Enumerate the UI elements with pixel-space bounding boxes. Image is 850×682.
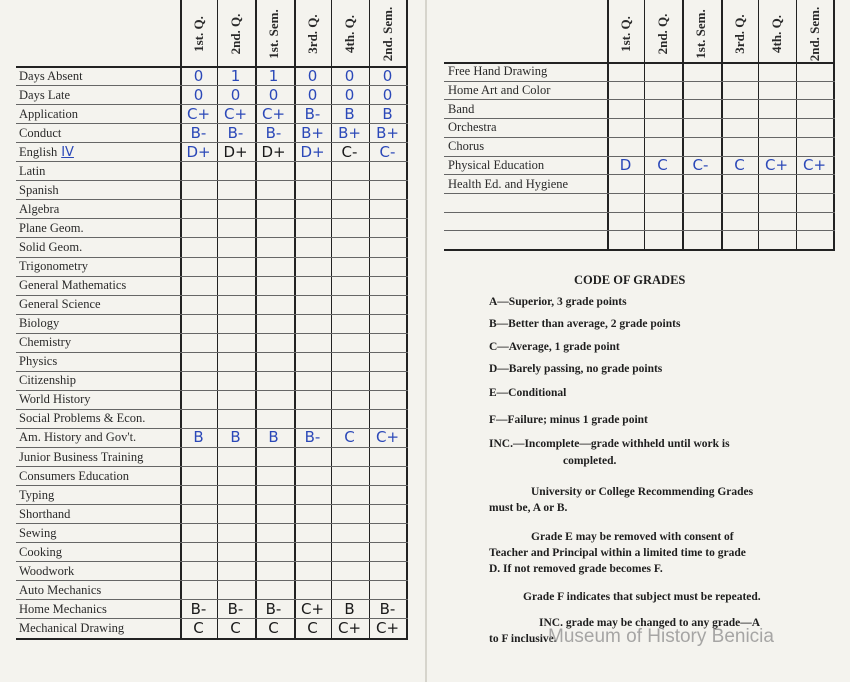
grade-mark: C+ xyxy=(261,104,286,123)
code-note: must be, A or B. xyxy=(489,502,568,514)
grade-mark: 0 xyxy=(382,66,393,85)
column-header xyxy=(331,0,368,64)
code-item: C—Average, 1 grade point xyxy=(489,341,620,353)
column-header-label: 4th. Q. xyxy=(341,15,357,53)
column-header xyxy=(682,0,719,64)
code-item: A—Superior, 3 grade points xyxy=(489,296,627,308)
grade-mark: C+ xyxy=(375,618,400,637)
column-header xyxy=(721,0,758,64)
grid-row-line xyxy=(16,352,408,353)
grade-mark: B xyxy=(193,428,204,447)
subject-label: Health Ed. and Hygiene xyxy=(448,176,569,191)
grade-mark: B+ xyxy=(338,123,361,142)
grade-mark: D+ xyxy=(186,142,211,161)
grid-row-line xyxy=(444,249,835,251)
grade-mark: 0 xyxy=(230,85,241,104)
subject-label: Solid Geom. xyxy=(19,239,83,254)
subject-label: Algebra xyxy=(19,201,60,216)
subject-label: Application xyxy=(19,106,79,121)
code-item: INC.—Incomplete—grade withheld until work is xyxy=(489,438,730,450)
code-item: completed. xyxy=(563,455,617,467)
museum-watermark: Museum of History Benicia xyxy=(548,626,774,647)
grid-row-line xyxy=(16,333,408,334)
subject-label: Band xyxy=(448,101,475,116)
grade-mark: C- xyxy=(692,155,709,174)
code-item: E—Conditional xyxy=(489,387,567,399)
grade-mark: 0 xyxy=(193,85,204,104)
grid-row-line xyxy=(16,504,408,505)
grade-mark: 1 xyxy=(230,66,241,85)
grade-mark: B xyxy=(382,104,393,123)
subject-label: Days Absent xyxy=(19,68,83,83)
grade-mark: C+ xyxy=(223,104,248,123)
subject-label: Mechanical Drawing xyxy=(19,620,125,635)
code-item: B—Better than average, 2 grade points xyxy=(489,318,681,330)
code-item: D—Barely passing, no grade points xyxy=(489,363,663,375)
grid-row-line xyxy=(16,276,408,277)
subject-label: Consumers Education xyxy=(19,468,130,483)
subject-label: Typing xyxy=(19,487,55,502)
column-header xyxy=(217,0,254,64)
column-header-label: 4th. Q. xyxy=(768,15,784,53)
grade-mark: D+ xyxy=(261,142,286,161)
grade-mark: C+ xyxy=(300,599,325,618)
subject-label: Auto Mechanics xyxy=(19,582,102,597)
grid-row-line xyxy=(444,230,835,231)
subject-label: World History xyxy=(19,392,91,407)
column-header-label: 2nd. Sem. xyxy=(806,6,822,62)
column-header xyxy=(796,0,833,64)
grid-row-line xyxy=(16,447,408,448)
grid-row-line xyxy=(444,174,835,175)
grid-row-line xyxy=(444,118,835,119)
subject-label: Physical Education xyxy=(448,157,545,172)
grade-mark: B- xyxy=(304,104,321,123)
grade-mark: 1 xyxy=(268,66,279,85)
grade-mark: C xyxy=(657,155,668,174)
column-header xyxy=(644,0,681,64)
grade-mark: D+ xyxy=(223,142,248,161)
grade-mark: 0 xyxy=(268,85,279,104)
grid-row-line xyxy=(16,295,408,296)
grid-row-line xyxy=(444,99,835,100)
column-header-label: 3rd. Q. xyxy=(304,14,320,54)
code-note: D. If not removed grade becomes F. xyxy=(489,563,663,575)
grid-row-line xyxy=(444,193,835,194)
grid-row-line xyxy=(16,466,408,467)
grade-mark: C xyxy=(734,155,745,174)
code-note: Grade F indicates that subject must be repeated. xyxy=(523,591,761,603)
grid-row-line xyxy=(16,237,408,238)
grade-mark: C+ xyxy=(375,428,400,447)
grade-mark: 0 xyxy=(307,85,318,104)
subject-label: Home Art and Color xyxy=(448,83,551,98)
grade-mark: B- xyxy=(304,428,321,447)
handwritten-course-level: IV xyxy=(61,144,74,160)
subject-label: English IV xyxy=(19,144,74,160)
subject-label: Plane Geom. xyxy=(19,220,84,235)
grade-mark: C+ xyxy=(337,618,362,637)
grid-row-line xyxy=(16,638,408,640)
subject-label: Junior Business Training xyxy=(19,449,144,464)
subject-label: Chemistry xyxy=(19,335,72,350)
grade-mark: D+ xyxy=(300,142,325,161)
grade-mark: B- xyxy=(190,599,207,618)
code-note: INC. grade may be changed to any grade—A xyxy=(539,617,761,629)
grid-row-line xyxy=(444,137,835,138)
subject-label: Days Late xyxy=(19,87,71,102)
grid-row-line xyxy=(16,257,408,258)
subject-label: Orchestra xyxy=(448,120,497,135)
grid-row-line xyxy=(16,409,408,410)
subject-label: Cooking xyxy=(19,544,63,559)
grid-row-line xyxy=(16,161,408,162)
subject-label: Shorthand xyxy=(19,506,71,521)
column-header xyxy=(180,0,217,64)
grade-mark: C- xyxy=(379,142,396,161)
grade-mark: 0 xyxy=(344,85,355,104)
grade-mark: B xyxy=(344,104,355,123)
grade-mark: 0 xyxy=(382,85,393,104)
grade-mark: C xyxy=(307,618,318,637)
subject-label: Sewing xyxy=(19,525,57,540)
grid-row-line xyxy=(16,542,408,543)
grid-row-line xyxy=(16,218,408,219)
subject-label: General Mathematics xyxy=(19,278,127,293)
grade-mark: C- xyxy=(341,142,358,161)
code-note: University or College Recommending Grades xyxy=(531,486,754,498)
subject-label: Physics xyxy=(19,354,58,369)
grid-row-line xyxy=(16,314,408,315)
grade-mark: C xyxy=(230,618,241,637)
subject-label: Citizenship xyxy=(19,373,76,388)
grade-mark: 0 xyxy=(193,66,204,85)
grid-row-line xyxy=(16,180,408,181)
column-header xyxy=(255,0,292,64)
subject-label: Latin xyxy=(19,163,46,178)
subject-label: Am. History and Gov't. xyxy=(19,430,137,445)
report-card-right-page xyxy=(427,0,850,682)
grade-mark: 0 xyxy=(307,66,318,85)
subject-label: Home Mechanics xyxy=(19,601,107,616)
grade-mark: B- xyxy=(265,123,282,142)
subject-label: Woodwork xyxy=(19,563,75,578)
code-note: Grade E may be removed with consent of xyxy=(531,531,734,543)
column-header xyxy=(758,0,795,64)
column-header-label: 2nd. Sem. xyxy=(379,6,395,62)
subject-label: Social Problems & Econ. xyxy=(19,411,146,426)
code-of-grades-title: CODE OF GRADES xyxy=(574,273,686,287)
subject-label: General Science xyxy=(19,297,101,312)
code-item: F—Failure; minus 1 grade point xyxy=(489,414,648,426)
subject-label: Chorus xyxy=(448,139,485,154)
grade-mark: B- xyxy=(190,123,207,142)
column-header-label: 1st. Sem. xyxy=(265,9,281,59)
column-header-label: 3rd. Q. xyxy=(731,14,747,54)
grid-row-line xyxy=(16,561,408,562)
grade-mark: B- xyxy=(265,599,282,618)
column-header-label: 2nd. Q. xyxy=(227,13,243,55)
grid-row-line xyxy=(16,199,408,200)
column-header-label: 1st. Q. xyxy=(190,16,206,52)
grade-mark: C xyxy=(193,618,204,637)
grid-row-line xyxy=(444,81,835,82)
grade-mark: B xyxy=(268,428,279,447)
subject-label: Conduct xyxy=(19,125,62,140)
grid-row-line xyxy=(444,212,835,213)
grid-row-line xyxy=(16,580,408,581)
code-note: Teacher and Principal within a limited time to grade xyxy=(489,547,746,559)
subject-label: Biology xyxy=(19,316,60,331)
column-header xyxy=(607,0,644,64)
grid-row-line xyxy=(16,523,408,524)
grid-row-line xyxy=(16,371,408,372)
grade-mark: B+ xyxy=(301,123,324,142)
grade-mark: B xyxy=(230,428,241,447)
column-header xyxy=(369,0,406,64)
code-note: to F inclusive. xyxy=(489,633,557,645)
grade-mark: D xyxy=(619,155,632,174)
grade-mark: B- xyxy=(227,599,244,618)
column-header-label: 1st. Sem. xyxy=(692,9,708,59)
grade-mark: B xyxy=(344,599,355,618)
grid-row-line xyxy=(16,485,408,486)
column-header xyxy=(294,0,331,64)
column-header-label: 2nd. Q. xyxy=(654,13,670,55)
grade-mark: C+ xyxy=(802,155,827,174)
grade-mark: 0 xyxy=(344,66,355,85)
grade-mark: B- xyxy=(227,123,244,142)
grade-mark: C+ xyxy=(764,155,789,174)
grade-mark: C+ xyxy=(186,104,211,123)
subject-label: Spanish xyxy=(19,182,59,197)
grade-mark: C xyxy=(344,428,355,447)
subject-label: Free Hand Drawing xyxy=(448,64,548,79)
grade-mark: C xyxy=(268,618,279,637)
grade-mark: B- xyxy=(379,599,396,618)
column-header-label: 1st. Q. xyxy=(617,16,633,52)
grade-mark: B+ xyxy=(376,123,399,142)
grid-row-line xyxy=(16,390,408,391)
subject-label: Trigonometry xyxy=(19,259,88,274)
